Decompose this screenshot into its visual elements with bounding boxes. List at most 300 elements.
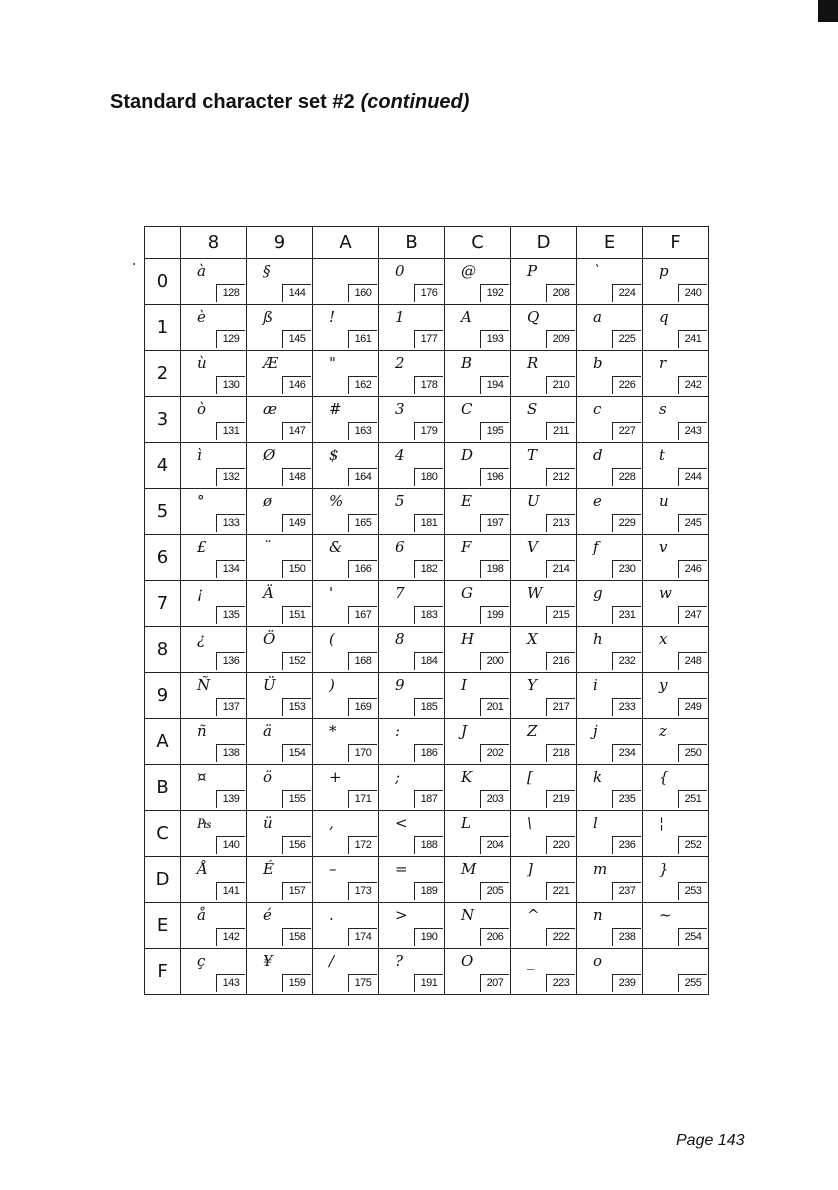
char-code: 217: [546, 698, 575, 716]
char-glyph: A: [461, 308, 472, 326]
char-code: 229: [612, 514, 641, 532]
char-glyph: H: [461, 630, 475, 648]
char-cell: [511, 903, 577, 949]
table-row: [145, 443, 709, 489]
char-glyph: ¤: [197, 768, 207, 786]
char-cell: [643, 627, 709, 673]
char-cell: [313, 673, 379, 719]
char-code: 207: [480, 974, 509, 992]
char-glyph: i: [593, 676, 598, 694]
char-glyph: E: [461, 492, 472, 510]
char-cell: [643, 489, 709, 535]
char-cell: [511, 351, 577, 397]
table-row: [145, 857, 709, 903]
char-code: 187: [414, 790, 443, 808]
char-glyph: 1: [395, 308, 405, 326]
char-cell: [181, 673, 247, 719]
char-cell: [577, 811, 643, 857]
char-glyph: s: [659, 400, 667, 418]
corner-registration-mark: [818, 0, 838, 22]
char-glyph: ß: [263, 308, 274, 326]
char-code: 212: [546, 468, 575, 486]
char-glyph: ì: [197, 446, 202, 464]
char-cell: [577, 765, 643, 811]
char-cell: [379, 765, 445, 811]
char-cell: [643, 305, 709, 351]
char-cell: [313, 903, 379, 949]
char-cell: [643, 397, 709, 443]
char-glyph: &: [329, 538, 343, 556]
row-header: 2: [145, 351, 181, 397]
char-cell: [379, 903, 445, 949]
char-cell: [247, 351, 313, 397]
char-glyph: x: [659, 630, 668, 648]
char-glyph: £: [197, 538, 207, 556]
char-code: 209: [546, 330, 575, 348]
char-code: 225: [612, 330, 641, 348]
char-glyph: /: [329, 952, 335, 970]
char-glyph: –: [329, 860, 337, 878]
char-cell: [577, 443, 643, 489]
table-body: [145, 259, 709, 995]
char-cell: [181, 489, 247, 535]
row-header: 4: [145, 443, 181, 489]
char-cell: [313, 857, 379, 903]
char-cell: [181, 719, 247, 765]
table-corner-cell: [145, 227, 181, 259]
char-code: 145: [282, 330, 311, 348]
char-code: 151: [282, 606, 311, 624]
char-code: 129: [216, 330, 245, 348]
char-glyph: D: [461, 446, 474, 464]
char-code: 154: [282, 744, 311, 762]
char-glyph: 6: [395, 538, 405, 556]
char-code: 202: [480, 744, 509, 762]
char-code: 189: [414, 882, 443, 900]
row-header: E: [145, 903, 181, 949]
char-code: 170: [348, 744, 377, 762]
char-glyph: j: [593, 722, 598, 740]
table-row: [145, 489, 709, 535]
char-code: 235: [612, 790, 641, 808]
char-glyph: b: [593, 354, 603, 372]
char-code: 172: [348, 836, 377, 854]
char-glyph: Q: [527, 308, 540, 326]
char-code: 191: [414, 974, 443, 992]
char-code: 133: [216, 514, 245, 532]
char-glyph: ö: [263, 768, 273, 786]
char-glyph: h: [593, 630, 603, 648]
char-code: 144: [282, 284, 311, 302]
char-glyph: [: [527, 768, 533, 786]
char-cell: [181, 535, 247, 581]
heading-title: Standard character set #2: [110, 91, 355, 113]
char-glyph: å: [197, 906, 206, 924]
row-header: 3: [145, 397, 181, 443]
char-code: 223: [546, 974, 575, 992]
char-cell: [247, 627, 313, 673]
char-cell: [445, 903, 511, 949]
char-glyph: @: [461, 262, 476, 280]
char-code: 228: [612, 468, 641, 486]
char-glyph: ,: [329, 814, 334, 832]
char-code: 150: [282, 560, 311, 578]
char-glyph: o: [593, 952, 603, 970]
char-glyph: è: [197, 308, 206, 326]
char-glyph: X: [527, 630, 538, 648]
char-code: 254: [678, 928, 707, 946]
char-glyph: N: [461, 906, 475, 924]
char-code: 148: [282, 468, 311, 486]
column-header: 8: [181, 227, 247, 259]
char-glyph: ]: [527, 860, 533, 878]
char-cell: [445, 765, 511, 811]
char-code: 239: [612, 974, 641, 992]
char-code: 237: [612, 882, 641, 900]
char-glyph: Ä: [263, 584, 274, 602]
char-cell: [511, 581, 577, 627]
char-code: 205: [480, 882, 509, 900]
char-code: 222: [546, 928, 575, 946]
char-glyph: ": [329, 354, 336, 372]
char-code: 208: [546, 284, 575, 302]
char-code: 200: [480, 652, 509, 670]
char-cell: [643, 443, 709, 489]
char-code: 132: [216, 468, 245, 486]
char-code: 224: [612, 284, 641, 302]
char-glyph: é: [263, 906, 272, 924]
char-code: 253: [678, 882, 707, 900]
char-cell: [445, 259, 511, 305]
char-cell: [643, 351, 709, 397]
char-code: 243: [678, 422, 707, 440]
char-glyph: ¿: [197, 630, 206, 648]
char-code: 168: [348, 652, 377, 670]
char-glyph: c: [593, 400, 602, 418]
char-glyph: ¦: [659, 814, 665, 832]
char-glyph: ~: [659, 906, 672, 924]
char-cell: [511, 489, 577, 535]
char-glyph: ò: [197, 400, 207, 418]
char-code: 193: [480, 330, 509, 348]
char-cell: [577, 627, 643, 673]
char-glyph: W: [527, 584, 543, 602]
char-code: 192: [480, 284, 509, 302]
char-code: 134: [216, 560, 245, 578]
char-code: 139: [216, 790, 245, 808]
char-code: 162: [348, 376, 377, 394]
char-cell: [445, 489, 511, 535]
char-cell: [445, 627, 511, 673]
char-glyph: y: [659, 676, 668, 694]
char-cell: [577, 397, 643, 443]
char-code: 137: [216, 698, 245, 716]
char-cell: [181, 949, 247, 995]
char-code: 178: [414, 376, 443, 394]
char-glyph: %: [329, 492, 344, 510]
char-glyph: V: [527, 538, 538, 556]
row-header: 7: [145, 581, 181, 627]
char-code: 149: [282, 514, 311, 532]
char-cell: [313, 719, 379, 765]
char-glyph: Æ: [263, 354, 279, 372]
char-cell: [313, 765, 379, 811]
char-cell: [181, 811, 247, 857]
char-code: 153: [282, 698, 311, 716]
char-cell: [181, 765, 247, 811]
char-code: 246: [678, 560, 707, 578]
char-glyph: ¨: [263, 538, 271, 556]
char-glyph: ø: [263, 492, 273, 510]
table-row: [145, 627, 709, 673]
char-cell: [643, 949, 709, 995]
char-glyph: ä: [263, 722, 272, 740]
char-glyph: .: [329, 906, 334, 924]
column-header: B: [379, 227, 445, 259]
char-glyph: F: [461, 538, 472, 556]
char-cell: [313, 259, 379, 305]
char-cell: [379, 351, 445, 397]
char-cell: [313, 627, 379, 673]
char-glyph: m: [593, 860, 608, 878]
char-cell: [313, 351, 379, 397]
char-glyph: Ü: [263, 676, 276, 694]
char-cell: [313, 535, 379, 581]
char-glyph: >: [395, 906, 408, 924]
char-code: 136: [216, 652, 245, 670]
char-glyph: *: [329, 722, 337, 740]
char-glyph: d: [593, 446, 603, 464]
column-header: F: [643, 227, 709, 259]
char-cell: [247, 581, 313, 627]
char-cell: [181, 903, 247, 949]
char-code: 167: [348, 606, 377, 624]
table-row: [145, 581, 709, 627]
char-code: 241: [678, 330, 707, 348]
char-cell: [445, 857, 511, 903]
char-glyph: ç: [197, 952, 206, 970]
char-glyph: u: [659, 492, 669, 510]
char-code: 166: [348, 560, 377, 578]
char-glyph: 8: [395, 630, 405, 648]
char-cell: [511, 673, 577, 719]
char-glyph: J: [461, 722, 468, 740]
char-cell: [445, 535, 511, 581]
row-header: C: [145, 811, 181, 857]
char-code: 251: [678, 790, 707, 808]
char-glyph: _: [527, 952, 535, 970]
table-row: [145, 811, 709, 857]
char-glyph: 3: [395, 400, 405, 418]
char-cell: [379, 949, 445, 995]
row-header: B: [145, 765, 181, 811]
char-cell: [511, 259, 577, 305]
row-header: 6: [145, 535, 181, 581]
char-code: 236: [612, 836, 641, 854]
row-header: 9: [145, 673, 181, 719]
char-cell: [379, 857, 445, 903]
char-glyph: T: [527, 446, 538, 464]
char-code: 216: [546, 652, 575, 670]
char-glyph: §: [263, 262, 271, 280]
char-code: 141: [216, 882, 245, 900]
char-glyph: ¥: [263, 952, 273, 970]
char-code: 140: [216, 836, 245, 854]
row-header: 0: [145, 259, 181, 305]
char-glyph: e: [593, 492, 602, 510]
char-glyph: ): [329, 676, 335, 694]
char-glyph: Z: [527, 722, 538, 740]
char-glyph: Å: [197, 860, 208, 878]
char-cell: [247, 949, 313, 995]
char-code: 174: [348, 928, 377, 946]
char-cell: [511, 535, 577, 581]
char-code: 165: [348, 514, 377, 532]
char-cell: [313, 581, 379, 627]
char-code: 159: [282, 974, 311, 992]
table-row: [145, 949, 709, 995]
char-glyph: B: [461, 354, 473, 372]
char-code: 234: [612, 744, 641, 762]
table-row: [145, 719, 709, 765]
char-code: 190: [414, 928, 443, 946]
char-glyph: {: [659, 768, 669, 786]
char-code: 210: [546, 376, 575, 394]
char-glyph: 2: [395, 354, 405, 372]
char-cell: [643, 535, 709, 581]
char-cell: [643, 719, 709, 765]
char-cell: [313, 443, 379, 489]
char-code: 194: [480, 376, 509, 394]
char-cell: [577, 535, 643, 581]
char-glyph: r: [659, 354, 667, 372]
char-glyph: v: [659, 538, 668, 556]
char-cell: [181, 627, 247, 673]
char-cell: [247, 489, 313, 535]
char-code: 163: [348, 422, 377, 440]
char-code: 157: [282, 882, 311, 900]
char-glyph: °: [197, 492, 205, 510]
row-header: F: [145, 949, 181, 995]
char-code: 152: [282, 652, 311, 670]
char-cell: [445, 673, 511, 719]
table-row: [145, 673, 709, 719]
char-cell: [445, 443, 511, 489]
char-cell: [379, 581, 445, 627]
table-row: [145, 535, 709, 581]
char-code: 185: [414, 698, 443, 716]
char-cell: [511, 443, 577, 489]
char-code: 184: [414, 652, 443, 670]
char-code: 138: [216, 744, 245, 762]
char-glyph: 5: [395, 492, 405, 510]
char-code: 196: [480, 468, 509, 486]
char-glyph: Y: [527, 676, 537, 694]
char-glyph: P: [527, 262, 538, 280]
char-code: 179: [414, 422, 443, 440]
char-code: 203: [480, 790, 509, 808]
char-cell: [247, 811, 313, 857]
char-glyph: 9: [395, 676, 405, 694]
char-code: 160: [348, 284, 377, 302]
char-code: 221: [546, 882, 575, 900]
char-code: 252: [678, 836, 707, 854]
char-cell: [247, 857, 313, 903]
char-cell: [511, 857, 577, 903]
char-code: 204: [480, 836, 509, 854]
char-code: 240: [678, 284, 707, 302]
char-code: 128: [216, 284, 245, 302]
char-cell: [511, 627, 577, 673]
char-glyph: ₧: [197, 814, 212, 832]
char-glyph: n: [593, 906, 603, 924]
char-cell: [247, 673, 313, 719]
char-glyph: ñ: [197, 722, 207, 740]
page-heading: [110, 91, 469, 114]
column-header: 9: [247, 227, 313, 259]
char-glyph: æ: [263, 400, 278, 418]
char-glyph: ù: [197, 354, 207, 372]
char-code: 131: [216, 422, 245, 440]
column-header: C: [445, 227, 511, 259]
char-code: 161: [348, 330, 377, 348]
char-glyph: U: [527, 492, 540, 510]
char-code: 171: [348, 790, 377, 808]
char-glyph: #: [329, 400, 342, 418]
char-cell: [181, 397, 247, 443]
char-cell: [181, 351, 247, 397]
char-glyph: z: [659, 722, 667, 740]
char-code: 182: [414, 560, 443, 578]
char-cell: [643, 581, 709, 627]
char-cell: [313, 949, 379, 995]
char-glyph: Ñ: [197, 676, 211, 694]
char-glyph: <: [395, 814, 408, 832]
char-cell: [577, 949, 643, 995]
char-glyph: k: [593, 768, 603, 786]
char-cell: [511, 811, 577, 857]
char-cell: [577, 857, 643, 903]
char-glyph: ?: [395, 952, 404, 970]
char-cell: [379, 811, 445, 857]
char-code: 176: [414, 284, 443, 302]
char-code: 233: [612, 698, 641, 716]
table-row: [145, 397, 709, 443]
char-glyph: ü: [263, 814, 273, 832]
char-cell: [313, 811, 379, 857]
char-cell: [247, 305, 313, 351]
char-glyph: t: [659, 446, 666, 464]
row-header: 1: [145, 305, 181, 351]
char-code: 164: [348, 468, 377, 486]
char-cell: [643, 765, 709, 811]
char-cell: [379, 673, 445, 719]
char-cell: [577, 305, 643, 351]
char-glyph: \: [527, 814, 533, 832]
char-code: 244: [678, 468, 707, 486]
char-code: 175: [348, 974, 377, 992]
char-code: 186: [414, 744, 443, 762]
char-code: 156: [282, 836, 311, 854]
char-glyph: ': [329, 584, 334, 602]
char-code: 215: [546, 606, 575, 624]
char-cell: [181, 581, 247, 627]
char-cell: [643, 259, 709, 305]
char-cell: [379, 719, 445, 765]
char-code: 155: [282, 790, 311, 808]
char-code: 188: [414, 836, 443, 854]
char-cell: [577, 351, 643, 397]
